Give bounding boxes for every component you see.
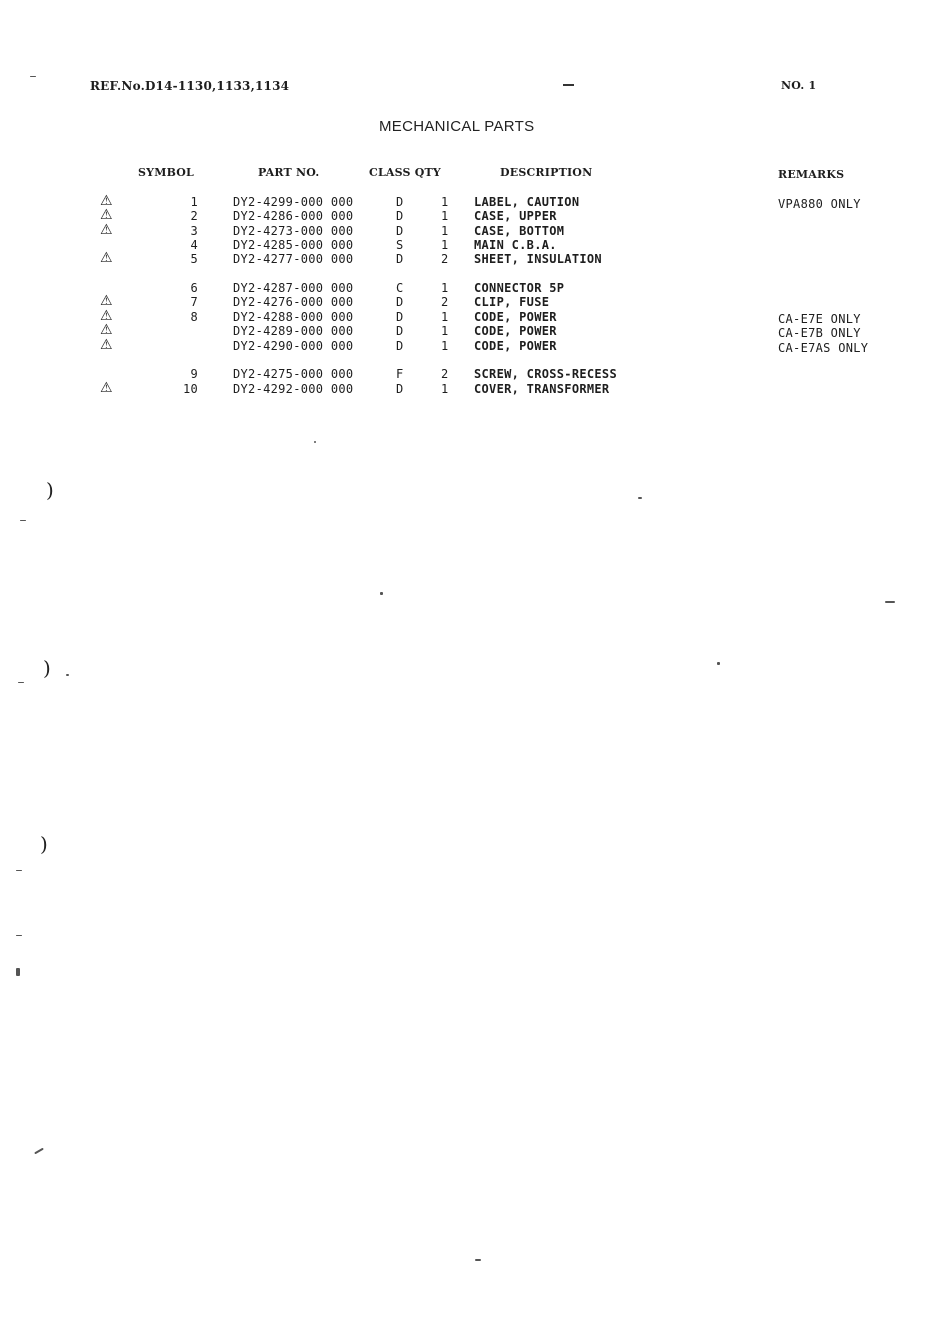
part-number: DY2-4289-000 000 xyxy=(233,324,354,338)
safety-warning-icon: ⚠ xyxy=(100,337,113,353)
scan-mark: ) xyxy=(40,832,48,856)
symbol-number: 3 xyxy=(190,224,198,238)
scan-speck xyxy=(18,682,24,683)
part-description: CLIP, FUSE xyxy=(474,295,550,309)
part-remarks: CA-E7E ONLY xyxy=(778,312,861,326)
part-number: DY2-4292-000 000 xyxy=(233,382,354,396)
part-description: CODE, POWER xyxy=(474,324,557,338)
part-quantity: 1 xyxy=(441,324,449,338)
part-remarks: VPA880 ONLY xyxy=(778,197,861,211)
column-header-description: DESCRIPTION xyxy=(500,166,593,179)
part-quantity: 1 xyxy=(441,195,449,209)
symbol-number: 9 xyxy=(190,367,198,381)
part-quantity: 2 xyxy=(441,295,449,309)
part-class: D xyxy=(396,382,404,396)
scan-speck xyxy=(380,592,383,595)
part-class: S xyxy=(396,238,404,252)
part-remarks: CA-E7B ONLY xyxy=(778,326,861,340)
column-header-class-qty: CLASS QTY xyxy=(369,166,441,179)
header-dash xyxy=(563,84,574,86)
part-description: SCREW, CROSS-RECESS xyxy=(474,367,617,381)
scan-speck xyxy=(34,1148,44,1155)
scan-speck xyxy=(638,497,642,499)
scan-mark: ) xyxy=(43,656,51,680)
part-description: CODE, POWER xyxy=(474,339,557,353)
part-class: D xyxy=(396,209,404,223)
symbol-number: 2 xyxy=(190,209,198,223)
part-quantity: 2 xyxy=(441,252,449,266)
part-quantity: 1 xyxy=(441,339,449,353)
part-number: DY2-4277-000 000 xyxy=(233,252,354,266)
scan-speck xyxy=(885,601,895,603)
symbol-number: 1 xyxy=(190,195,198,209)
part-number: DY2-4273-000 000 xyxy=(233,224,354,238)
column-header-remarks: REMARKS xyxy=(778,168,845,181)
safety-warning-icon: ⚠ xyxy=(100,207,113,223)
scan-speck xyxy=(314,441,316,443)
part-quantity: 1 xyxy=(441,209,449,223)
page-title: MECHANICAL PARTS xyxy=(379,118,535,135)
symbol-number: 10 xyxy=(182,382,198,396)
scan-mark: ) xyxy=(46,478,54,502)
part-description: LABEL, CAUTION xyxy=(474,195,580,209)
safety-warning-icon: ⚠ xyxy=(100,308,113,324)
part-class: D xyxy=(396,295,404,309)
scan-speck xyxy=(16,935,22,936)
column-header-symbol: SYMBOL xyxy=(138,166,194,179)
part-number: DY2-4299-000 000 xyxy=(233,195,354,209)
part-number: DY2-4287-000 000 xyxy=(233,281,354,295)
safety-warning-icon: ⚠ xyxy=(100,322,113,338)
part-class: D xyxy=(396,252,404,266)
part-number: DY2-4290-000 000 xyxy=(233,339,354,353)
part-class: D xyxy=(396,310,404,324)
scan-speck xyxy=(717,662,720,665)
part-quantity: 1 xyxy=(441,310,449,324)
part-description: CODE, POWER xyxy=(474,310,557,324)
part-number: DY2-4276-000 000 xyxy=(233,295,354,309)
part-class: D xyxy=(396,339,404,353)
scan-speck xyxy=(20,520,26,521)
scan-speck xyxy=(30,76,36,77)
part-quantity: 1 xyxy=(441,238,449,252)
part-class: D xyxy=(396,224,404,238)
part-quantity: 2 xyxy=(441,367,449,381)
part-quantity: 1 xyxy=(441,281,449,295)
part-class: C xyxy=(396,281,404,295)
part-quantity: 1 xyxy=(441,382,449,396)
reference-number: REF.No.D14-1130,1133,1134 xyxy=(90,79,290,93)
part-description: SHEET, INSULATION xyxy=(474,252,602,266)
part-description: CASE, UPPER xyxy=(474,209,557,223)
part-number: DY2-4286-000 000 xyxy=(233,209,354,223)
part-description: MAIN C.B.A. xyxy=(474,238,557,252)
part-description: COVER, TRANSFORMER xyxy=(474,382,610,396)
part-description: CONNECTOR 5P xyxy=(474,281,565,295)
safety-warning-icon: ⚠ xyxy=(100,380,113,396)
part-class: D xyxy=(396,195,404,209)
safety-warning-icon: ⚠ xyxy=(100,250,113,266)
symbol-number: 7 xyxy=(190,295,198,309)
symbol-number: 4 xyxy=(190,238,198,252)
part-number: DY2-4285-000 000 xyxy=(233,238,354,252)
part-number: DY2-4288-000 000 xyxy=(233,310,354,324)
part-quantity: 1 xyxy=(441,224,449,238)
part-description: CASE, BOTTOM xyxy=(474,224,565,238)
page-number: NO. 1 xyxy=(781,79,817,92)
safety-warning-icon: ⚠ xyxy=(100,293,113,309)
part-number: DY2-4275-000 000 xyxy=(233,367,354,381)
safety-warning-icon: ⚠ xyxy=(100,222,113,238)
part-class: D xyxy=(396,324,404,338)
symbol-number: 6 xyxy=(190,281,198,295)
column-header-part-no: PART NO. xyxy=(258,166,320,179)
scan-speck xyxy=(16,870,22,871)
symbol-number: 8 xyxy=(190,310,198,324)
scan-speck xyxy=(66,674,69,676)
part-class: F xyxy=(396,367,404,381)
scan-speck xyxy=(16,968,20,976)
symbol-number: 5 xyxy=(190,252,198,266)
safety-warning-icon: ⚠ xyxy=(100,193,113,209)
scan-speck xyxy=(475,1259,481,1261)
part-remarks: CA-E7AS ONLY xyxy=(778,341,869,355)
